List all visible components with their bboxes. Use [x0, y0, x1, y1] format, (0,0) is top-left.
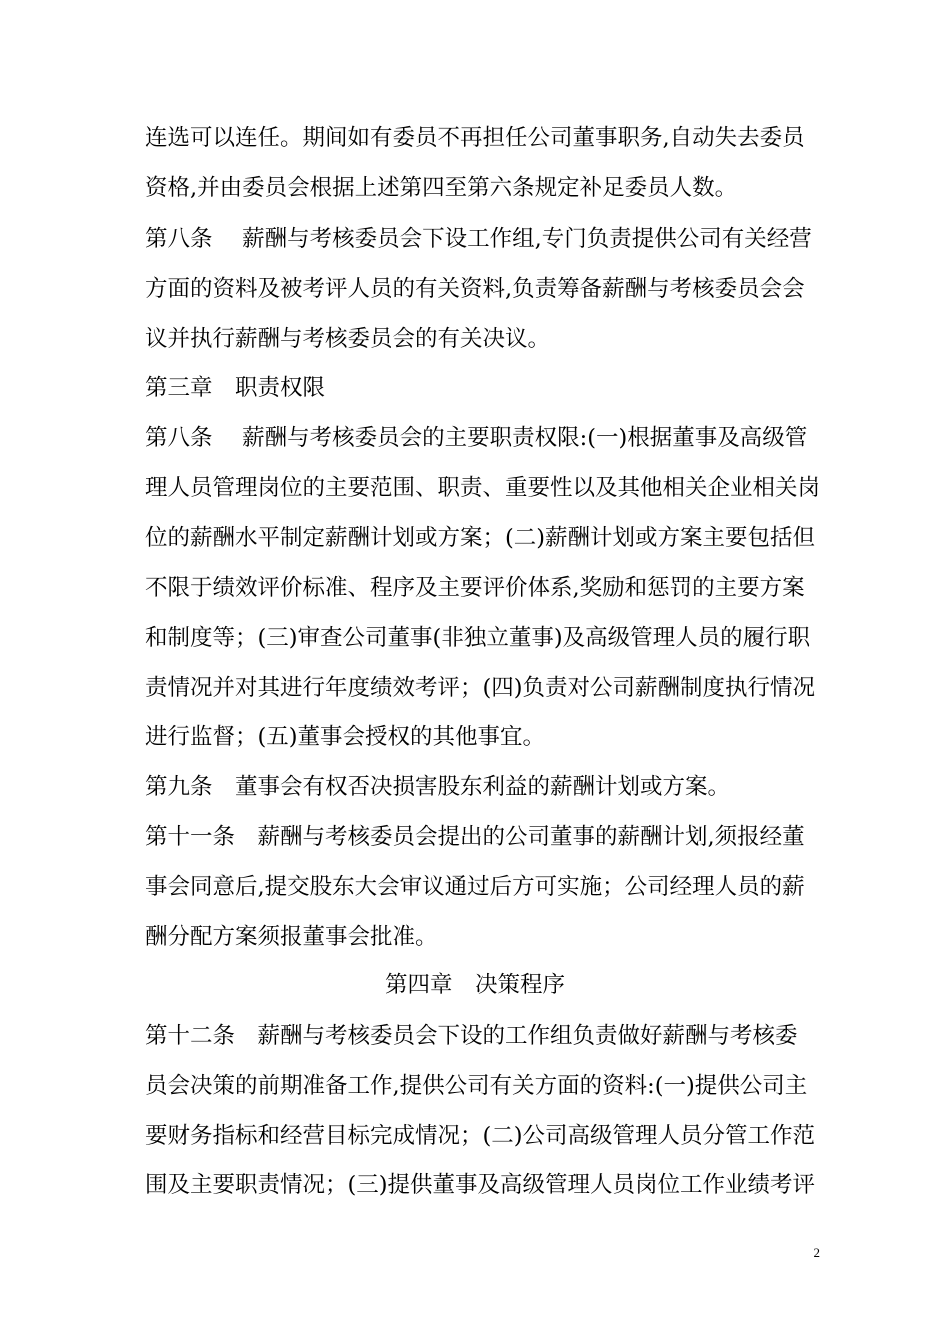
article-8-duties-line: 第八条 薪酬与考核委员会的主要职责权限:(一)根据董事及高级管	[145, 425, 808, 451]
text-line: 资格,并由委员会根据上述第四至第六条规定补足委员人数。	[145, 175, 738, 201]
text-line: 酬分配方案须报董事会批准。	[145, 924, 438, 950]
text-line: 理人员管理岗位的主要范围、职责、重要性以及其他相关企业相关岗	[145, 475, 821, 501]
chapter-3-heading: 第三章 职责权限	[145, 375, 326, 401]
text-line: 责情况并对其进行年度绩效考评；(四)负责对公司薪酬制度执行情况	[145, 675, 816, 701]
page-number: 2	[813, 1245, 820, 1260]
text-line: 和制度等；(三)审查公司董事(非独立董事)及高级管理人员的履行职	[145, 625, 811, 651]
text-line: 议并执行薪酬与考核委员会的有关决议。	[145, 326, 551, 352]
text-line: 要财务指标和经营目标完成情况；(二)公司高级管理人员分管工作范	[145, 1123, 816, 1149]
text-line: 不限于绩效评价标准、程序及主要评价体系,奖励和惩罚的主要方案	[145, 575, 805, 601]
text-line: 员会决策的前期准备工作,提供公司有关方面的资料:(一)提供公司主	[145, 1073, 808, 1099]
text-line: 连选可以连任。期间如有委员不再担任公司董事职务,自动失去委员	[145, 125, 805, 151]
text-line: 进行监督；(五)董事会授权的其他事宜。	[145, 724, 546, 750]
text-line: 方面的资料及被考评人员的有关资料,负责筹备薪酬与考核委员会会	[145, 276, 805, 302]
text-line: 围及主要职责情况；(三)提供董事及高级管理人员岗位工作业绩考评	[145, 1172, 816, 1198]
article-8-heading-line: 第八条 薪酬与考核委员会下设工作组,专门负责提供公司有关经营	[145, 226, 812, 252]
text-line: 事会同意后,提交股东大会审议通过后方可实施；公司经理人员的薪	[145, 874, 805, 900]
article-11-line: 第十一条 薪酬与考核委员会提出的公司董事的薪酬计划,须报经董	[145, 824, 805, 850]
article-9-line: 第九条 董事会有权否决损害股东利益的薪酬计划或方案。	[145, 774, 731, 800]
article-12-line: 第十二条 薪酬与考核委员会下设的工作组负责做好薪酬与考核委	[145, 1023, 798, 1049]
chapter-4-heading: 第四章 决策程序	[384, 972, 565, 998]
text-line: 位的薪酬水平制定薪酬计划或方案；(二)薪酬计划或方案主要包括但	[145, 525, 816, 551]
